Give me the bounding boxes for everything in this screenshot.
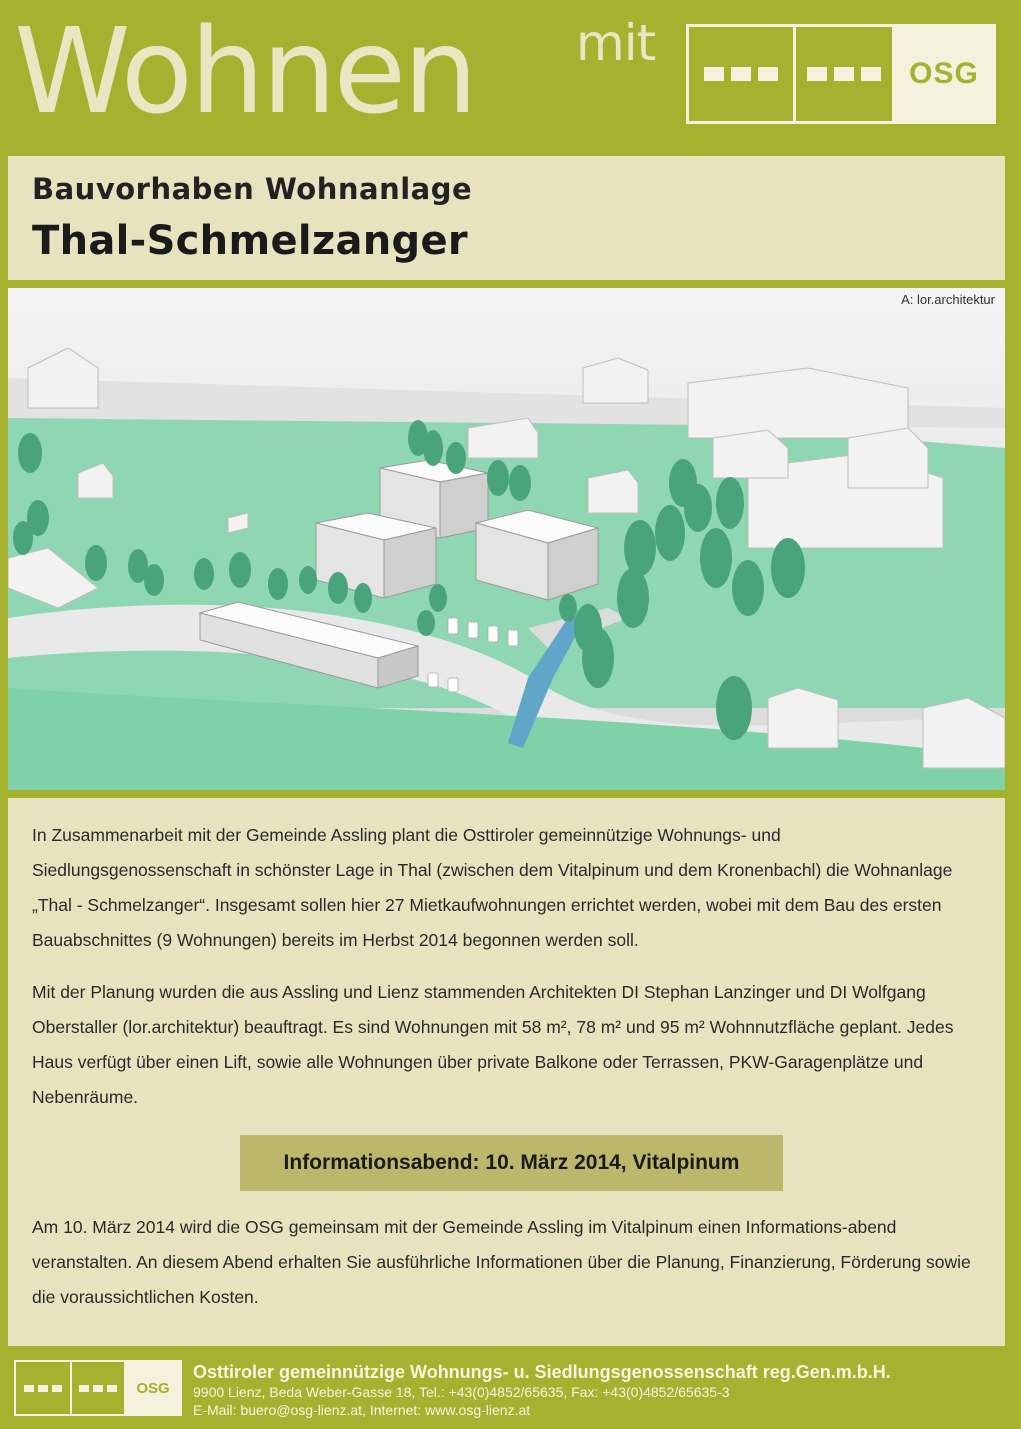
title-subheading: Bauvorhaben Wohnanlage [32, 172, 473, 206]
image-credit: A: lor.architektur [901, 292, 995, 307]
footer-logo-block-1 [16, 1362, 72, 1414]
footer-logo-block-2 [72, 1362, 126, 1414]
footer-osg-logo [14, 1360, 182, 1416]
paragraph-event: Am 10. März 2014 wird die OSG gemeinsam mit der Gemeinde Assling im Vitalpinum einen Informations-abend veranstalten. An diesem Abend erhalten Sie ausführliche Informationen über die Planung, Finanzierung, Förderung sowie die voraussichtlichen Kosten. [32, 1217, 971, 1307]
architecture-rendering [8, 288, 1005, 790]
title-panel [8, 156, 1005, 280]
content-panel [8, 798, 1005, 1346]
paragraph-planning: Mit der Planung wurden die aus Assling und Lienz stammenden Architekten DI Stephan Lanzinger und DI Wolfgang Oberstaller (lor.architektur) beauftragt. Es sind Wohnungen mit 58 m², 78 m² und 95 m² Wohnnutzfläche geplant. Jedes Haus verfügt über einen Lift, sowie alle Wohnungen über private Balkone oder Terrassen, PKW-Garagenplätze und Nebenräume. [32, 982, 954, 1107]
paragraph-intro: In Zusammenarbeit mit der Gemeinde Assling plant die Osttiroler gemeinnützige Wohnungs- und Siedlungsgenossenschaft in schönster Lage in Thal (zwischen dem Vitalpinum und dem Kronenbachl) die Wohnanlage „Thal - Schmelzanger“. Insgesamt sollen hier 27 Mietkaufwohnungen errichtet werden, wobei mit dem Bau des ersten Bauabschnittes (9 Wohnungen) bereits im Herbst 2014 begonnen werden soll. [32, 825, 953, 950]
page-title: Thal-Schmelzanger [32, 218, 468, 264]
footer-org-name: Osttiroler gemeinnützige Wohnungs- u. Siedlungsgenossenschaft reg.Gen.m.b.H. [193, 1362, 891, 1382]
site-rendering-image [8, 288, 1005, 790]
footer-contact: E-Mail: buero@osg-lienz.at, Internet: www.osg-lienz.at [193, 1402, 531, 1418]
footer-logo-text: OSG [136, 1379, 170, 1397]
info-evening-banner: Informationsabend: 10. März 2014, Vitalpinum [240, 1135, 783, 1191]
footer-address: 9900 Lienz, Beda Weber-Gasse 18, Tel.: +43(0)4852/65635, Fax: +43(0)4852/65635-3 [193, 1384, 730, 1400]
header-mit: mit [576, 14, 656, 72]
logo-block-2 [796, 27, 895, 121]
logo-block-1 [689, 27, 796, 121]
logo-block-3 [895, 27, 993, 121]
footer-logo-block-3 [126, 1362, 180, 1414]
logo-text: OSG [909, 57, 979, 90]
osg-logo [686, 24, 996, 124]
header-wordmark: Wohnen [14, 2, 475, 140]
